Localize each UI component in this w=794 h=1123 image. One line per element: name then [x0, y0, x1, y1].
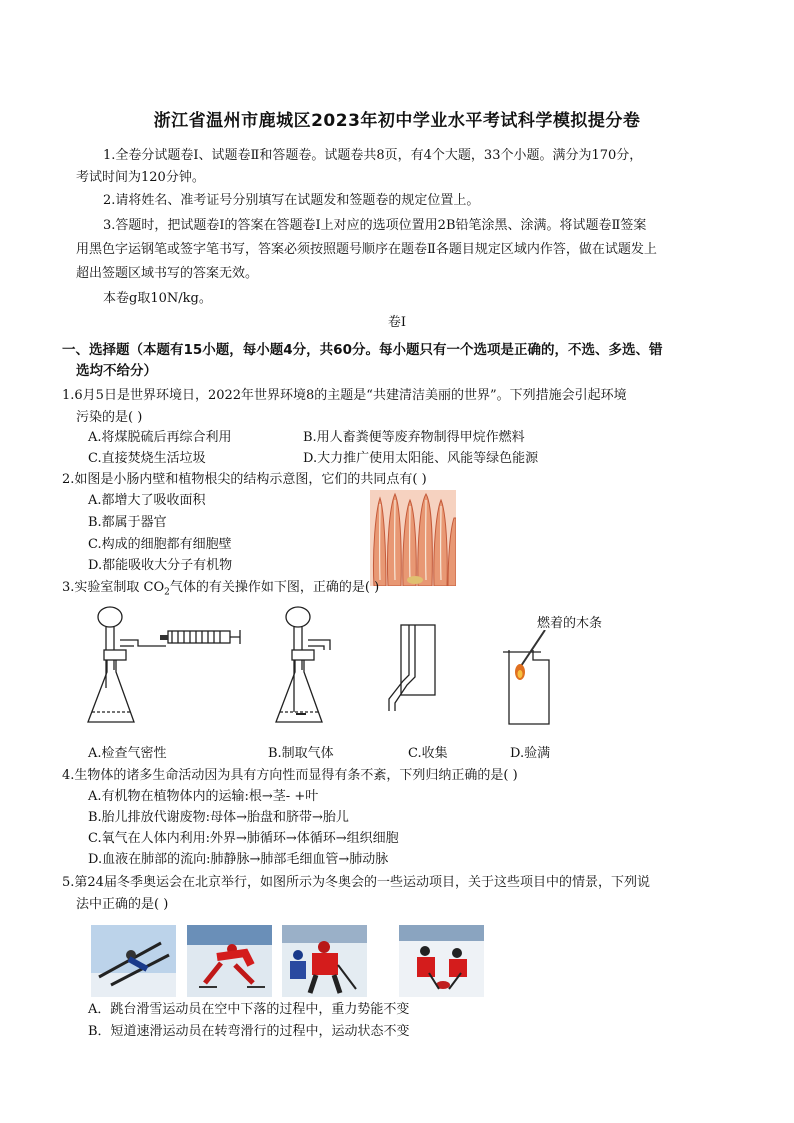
- q3-stem-pre: 3.实验室制取 CO: [62, 580, 165, 595]
- q3-option-c: C.收集: [408, 746, 448, 761]
- apparatus-collect: [385, 615, 455, 715]
- q4-option-d: D.血液在肺部的流向:肺静脉→肺部毛细血管→肺动脉: [88, 852, 389, 867]
- q3-stem-post: 气体的有关操作如下图，正确的是( ): [169, 580, 380, 595]
- q5-option-b: B．短道速滑运动员在转弯滑行的过程中，运动状态不变: [88, 1024, 410, 1039]
- curling-photo: [399, 925, 484, 997]
- apparatus-air-tightness: [80, 600, 250, 740]
- note-2: 2.请将姓名、准考证号分别填写在试题发和签题卷的规定位置上。: [103, 193, 480, 208]
- q3-figure-label: 燃着的木条: [537, 616, 603, 631]
- apparatus-produce-gas: [270, 600, 360, 740]
- q2-option-b: B.都属于器官: [88, 515, 167, 530]
- q1-option-d: D.大力推广使用太阳能、风能等绿色能源: [303, 451, 539, 466]
- q5-stem: 5.第24届冬季奥运会在北京举行，如图所示为冬奥会的一些运动项目，关于这些项目中的情景，下列说: [62, 875, 650, 890]
- section-heading-cont: 选均不给分）: [76, 363, 157, 379]
- apparatus-verify-full: [495, 630, 565, 730]
- q2-option-a: A.都增大了吸收面积: [88, 493, 206, 508]
- q1-option-b: B.用人畜粪便等废弃物制得甲烷作燃料: [303, 430, 525, 445]
- q3-option-b: B.制取气体: [268, 746, 334, 761]
- q5-option-a: A．跳台滑雪运动员在空中下落的过程中，重力势能不变: [88, 1002, 410, 1017]
- section-heading: 一、选择题（本题有15小题，每小题4分，共60分。每小题只有一个选项是正确的，不选、多选、错: [62, 342, 663, 358]
- ski-jumping-photo: [91, 925, 176, 997]
- q4-option-c: C.氧气在人体内利用:外界→肺循环→体循环→组织细胞: [88, 831, 399, 846]
- q3-stem-subscript: 2: [164, 587, 170, 598]
- note-3: 3.答题时，把试题卷Ⅰ的答案在答题卷Ⅰ上对应的选项位置用2B铅笔涂黑、涂满。将试题卷Ⅱ签案: [103, 218, 647, 233]
- q3-option-d: D.验满: [510, 746, 551, 761]
- note-gravity: 本卷g取10N/kg。: [103, 291, 212, 306]
- q3-stem: [62, 578, 379, 603]
- intestine-villi-figure: [370, 490, 456, 586]
- q1-option-a: A.将煤脱硫后再综合利用: [88, 430, 232, 445]
- ice-hockey-photo: [282, 925, 367, 997]
- volume-label: 卷Ⅰ: [387, 315, 407, 330]
- page-title: 浙江省温州市鹿城区2023年初中学业水平考试科学模拟提分卷: [153, 111, 641, 131]
- q2-stem: 2.如图是小肠内壁和植物根尖的结构示意图，它们的共同点有( ): [62, 472, 427, 487]
- q1-stem-cont: 污染的是( ): [76, 410, 143, 425]
- q4-option-b: B.胎儿排放代谢废物:母体→胎盘和脐带→胎儿: [88, 810, 349, 825]
- note-1-cont: 考试时间为120分钟。: [76, 170, 205, 185]
- q2-option-c: C.构成的细胞都有细胞壁: [88, 537, 232, 552]
- note-1: 1.全卷分试题卷Ⅰ、试题卷Ⅱ和答题卷。试题卷共8页，有4个大题，33个小题。满分为170分，: [103, 148, 643, 163]
- q3-option-a: A.检查气密性: [88, 746, 167, 761]
- q1-option-c: C.直接焚烧生活垃圾: [88, 451, 206, 466]
- q5-stem-cont: 法中正确的是( ): [76, 897, 169, 912]
- note-3-cont-2: 超出签题区域书写的答案无效。: [76, 266, 259, 281]
- q4-option-a: A.有机物在植物体内的运输:根→茎- +叶: [88, 789, 319, 804]
- speed-skating-photo: [187, 925, 272, 997]
- q1-stem: 1.6月5日是世界环境日，2022年世界环境8的主题是“共建清洁美丽的世界”。下列措施会引起环境: [62, 388, 627, 403]
- q4-stem: 4.生物体的诸多生命活动因为具有方向性而显得有条不紊，下列归纳正确的是( ): [62, 768, 518, 783]
- q2-option-d: D.都能吸收大分子有机物: [88, 558, 233, 573]
- note-3-cont-1: 用黑色字运钢笔或签字笔书写，答案必须按照题号顺序在题卷Ⅱ各题目规定区域内作答，做在试题发上: [76, 242, 657, 257]
